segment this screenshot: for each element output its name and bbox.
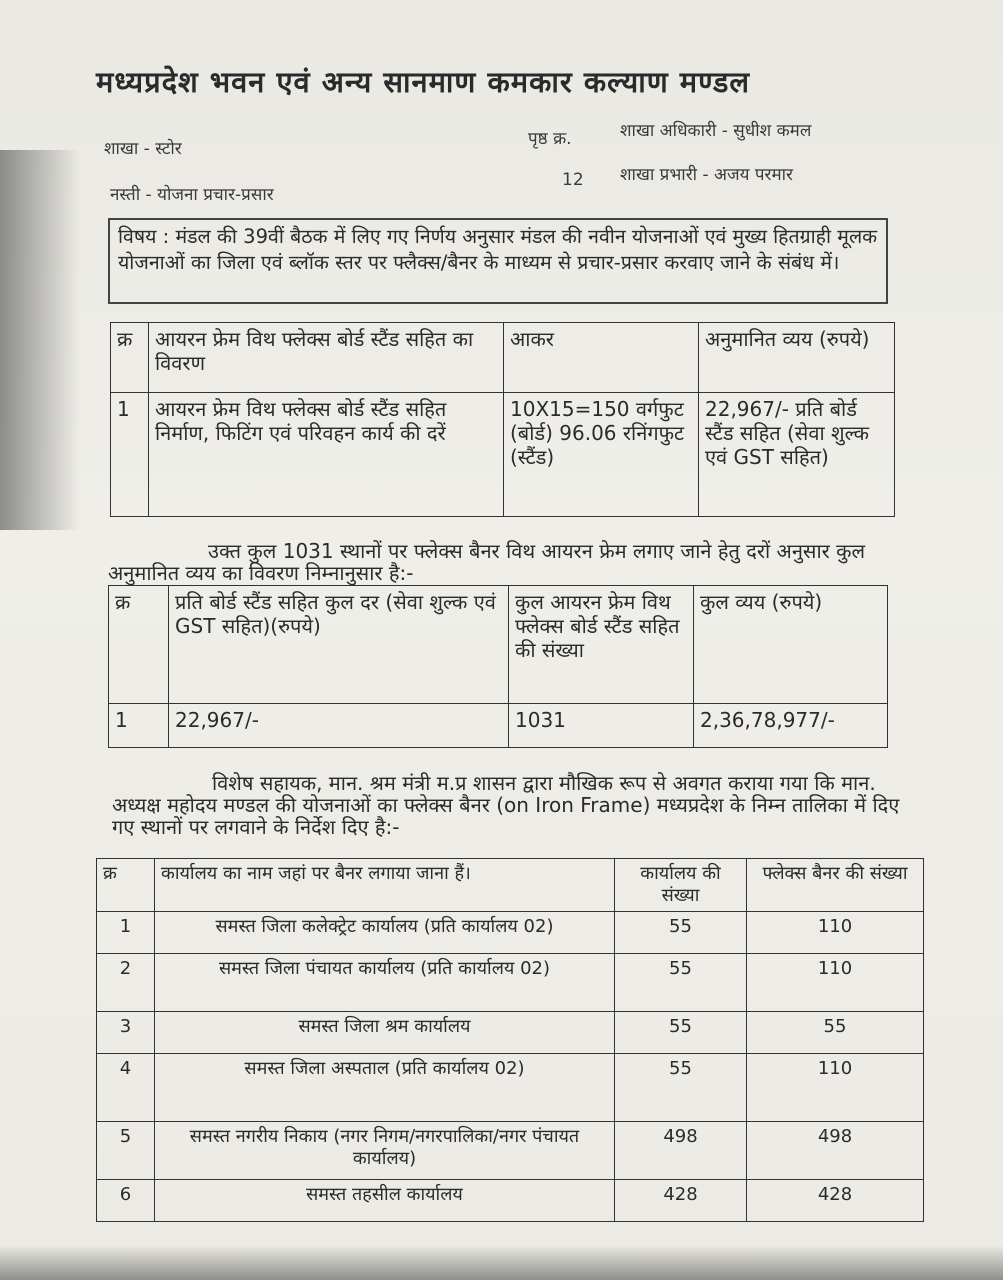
col-header: आयरन फ्रेम विथ फ्लेक्स बोर्ड स्टैंड सहित का विवरण xyxy=(149,323,504,393)
table-cell: 110 xyxy=(747,954,924,1012)
col-header: आकर xyxy=(504,323,699,393)
col-header: फ्लेक्स बैनर की संख्या xyxy=(747,859,924,912)
table-row xyxy=(97,912,924,954)
col-header: क्र xyxy=(111,323,149,393)
table-row xyxy=(109,704,888,748)
page-shadow xyxy=(0,150,80,530)
table-cell: 110 xyxy=(747,1054,924,1122)
table-cell: 1 xyxy=(109,704,169,748)
file-label: नस्ती - योजना प्रचार-प्रसार xyxy=(110,185,274,205)
branch-label: शाखा - स्टोर xyxy=(104,139,182,159)
table-cell: 498 xyxy=(747,1122,924,1180)
subject-box: विषय : मंडल की 39वीं बैठक में लिए गए निर्णय अनुसार मंडल की नवीन योजनाओं एवं मुख्य हितग्राही मूलक योजनाओं का जिला एवं ब्लॉक स्तर पर फ्लैक्स/बैनर के माध्यम से प्रचार-प्रसार करवाए जाने के संबंध में। xyxy=(108,218,888,304)
table-cell: समस्त नगरीय निकाय (नगर निगम/नगरपालिका/नगर पंचायत कार्यालय) xyxy=(155,1122,615,1180)
col-header: कार्यालय का नाम जहां पर बैनर लगाया जाना हैं। xyxy=(155,859,615,912)
table-cell: समस्त जिला पंचायत कार्यालय (प्रति कार्यालय 02) xyxy=(155,954,615,1012)
table-cell: 22,967/- xyxy=(169,704,509,748)
page-number: 12 xyxy=(562,170,584,190)
table-cell: 498 xyxy=(615,1122,747,1180)
table-row xyxy=(97,1180,924,1222)
table-row xyxy=(97,1012,924,1054)
table-cell: समस्त तहसील कार्यालय xyxy=(155,1180,615,1222)
table-cell: 428 xyxy=(747,1180,924,1222)
table-cell: 3 xyxy=(97,1012,155,1054)
rate-table xyxy=(110,322,895,517)
table-cell: 55 xyxy=(747,1012,924,1054)
table-row xyxy=(97,954,924,1012)
instruction-paragraph: विशेष सहायक, मान. श्रम मंत्री म.प्र शासन द्वारा मौखिक रूप से अवगत कराया गया कि मान. अध्यक्ष महोदय मण्डल की योजनाओं का फ्लेक्स बैनर (on Iron Frame) मध्यप्रदेश के निम्न तालिका में दिए गए स्थानों पर लगवाने के निर्देश दिए है:- xyxy=(112,771,900,839)
col-header: कुल व्यय (रुपये) xyxy=(694,586,888,704)
table-cell: 4 xyxy=(97,1054,155,1122)
page-bottom-shadow xyxy=(0,1245,1003,1280)
col-header: कार्यालय की संख्या xyxy=(615,859,747,912)
table-cell: 55 xyxy=(615,1012,747,1054)
table-cell: 2 xyxy=(97,954,155,1012)
table-cell: 6 xyxy=(97,1180,155,1222)
table-cell: समस्त जिला अस्पताल (प्रति कार्यालय 02) xyxy=(155,1054,615,1122)
cost-paragraph: उक्त कुल 1031 स्थानों पर फ्लेक्स बैनर विथ आयरन फ्रेम लगाए जाने हेतु दरों अनुसार कुल अनुमानित व्यय का विवरण निम्नानुसार है:- xyxy=(108,539,866,585)
col-header: क्र xyxy=(97,859,155,912)
table-header-row xyxy=(97,859,924,912)
table-cell: 55 xyxy=(615,954,747,1012)
table-row xyxy=(97,1122,924,1180)
table-header-row xyxy=(111,323,895,393)
table-cell: 10X15=150 वर्गफुट (बोर्ड) 96.06 रनिंगफुट (स्टैंड) xyxy=(504,393,699,517)
table-cell: 2,36,78,977/- xyxy=(694,704,888,748)
table-cell: 1 xyxy=(97,912,155,954)
table-cell: 1 xyxy=(111,393,149,517)
table-row xyxy=(111,393,895,517)
page-label: पृष्ठ क्र. xyxy=(528,129,572,149)
col-header: प्रति बोर्ड स्टैंड सहित कुल दर (सेवा शुल्क एवं GST सहित)(रुपये) xyxy=(169,586,509,704)
table-cell: 55 xyxy=(615,912,747,954)
table-cell: 110 xyxy=(747,912,924,954)
cost-table xyxy=(108,585,888,748)
col-header: क्र xyxy=(109,586,169,704)
col-header: कुल आयरन फ्रेम विथ फ्लेक्स बोर्ड स्टैंड सहित की संख्या xyxy=(509,586,694,704)
table-cell: 428 xyxy=(615,1180,747,1222)
table-cell: समस्त जिला कलेक्ट्रेट कार्यालय (प्रति कार्यालय 02) xyxy=(155,912,615,954)
col-header: अनुमानित व्यय (रुपये) xyxy=(699,323,895,393)
table-cell: 1031 xyxy=(509,704,694,748)
table-header-row xyxy=(109,586,888,704)
branch-officer: शाखा अधिकारी - सुधीश कमल xyxy=(620,121,812,141)
table-cell: 55 xyxy=(615,1054,747,1122)
branch-incharge: शाखा प्रभारी - अजय परमार xyxy=(620,165,793,185)
table-cell: 22,967/- प्रति बोर्ड स्टैंड सहित (सेवा शुल्क एवं GST सहित) xyxy=(699,393,895,517)
table-cell: आयरन फ्रेम विथ फ्लेक्स बोर्ड स्टैंड सहित निर्माण, फिटिंग एवं परिवहन कार्य की दरें xyxy=(149,393,504,517)
table-row xyxy=(97,1054,924,1122)
table-cell: 5 xyxy=(97,1122,155,1180)
page-title: मध्यप्रदेश भवन एवं अन्य सानमाण कमकार कल्याण मण्डल xyxy=(96,65,751,99)
office-table xyxy=(96,858,924,1222)
table-cell: समस्त जिला श्रम कार्यालय xyxy=(155,1012,615,1054)
